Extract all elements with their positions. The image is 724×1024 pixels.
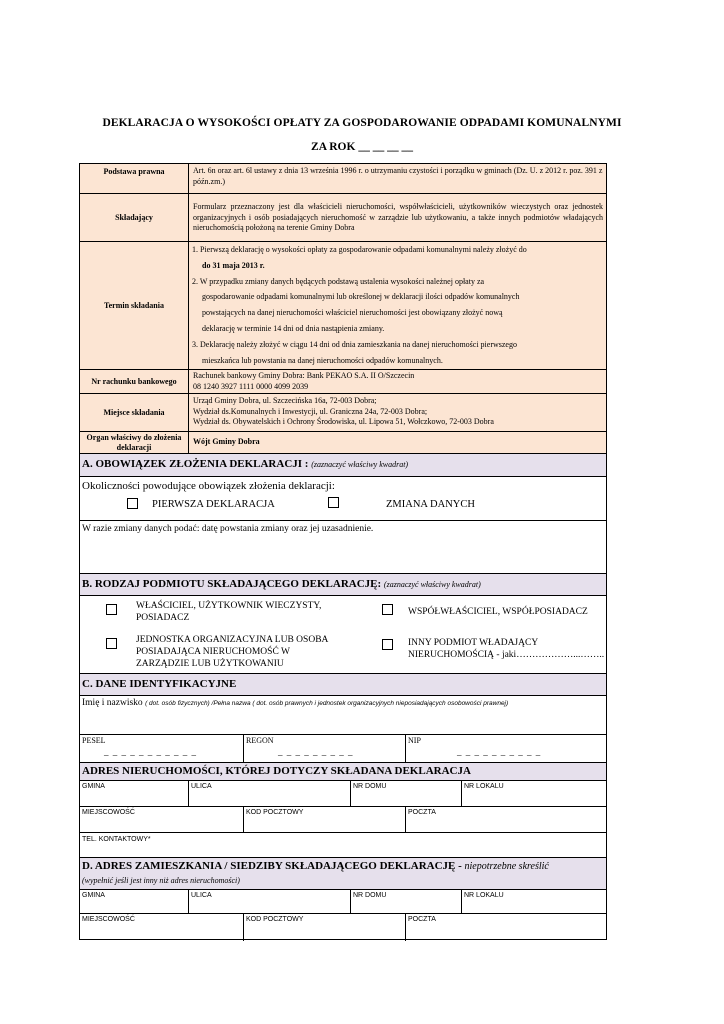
section-c-title: C. DANE IDENTYFIKACYJNE [82,678,237,690]
section-d-hint: (wypełnić jeśli jest inny niż adres nieruchomości) [82,876,240,885]
legal-basis-text: Art. 6n oraz art. 6l ustawy z dnia 13 września 1996 r. o utrzymaniu czystości i porządku w gminach (Dz. U. z 2012 r. poz. 391 z późn.zm.) [193,166,603,186]
residence-gmina-field[interactable]: GMINA [82,892,105,899]
place-line-2: Wydział ds.Komunalnych i Inwestycji, ul. Graniczna 24a, 72-003 Dobra; [193,406,428,416]
name-label: Imię i nazwisko ( dot. osób fizycznych) /Pełna nazwa ( dot. osób prawnych i jednostek organizacyjnych nieposiadających osobowości prawnej) [82,698,509,708]
owner-label: WŁAŚCICIEL, UŻYTKOWNIK WIECZYSTY, POSIADACZ [136,601,322,623]
nip-field[interactable]: _ _ _ _ _ _ _ _ _ _ [457,747,542,757]
section-b-title: B. RODZAJ PODMIOTU SKŁADAJĄCEGO DEKLARACJĘ: (zaznaczyć właściwy kwadrat) [82,578,481,590]
authority-row [80,431,606,453]
section-d-title: D. ADRES ZAMIESZKANIA / SIEDZIBY SKŁADAJĄCEGO DEKLARACJĘ - niepotrzebne skreślić [82,860,549,872]
regon-field[interactable]: _ _ _ _ _ _ _ _ _ [278,747,354,757]
submitter-label: Składający [80,194,189,241]
section-a-header [80,453,606,476]
circumstances-label: Okoliczności powodujące obowiązek złożenia deklaracji: [82,480,335,492]
phone-field[interactable]: TEL. KONTAKTOWY* [82,836,151,843]
form-title: DEKLARACJA O WYSOKOŚCI OPŁATY ZA GOSPODAROWANIE ODPADAMI KOMUNALNYMI [102,117,622,129]
declaration-form [79,163,607,940]
deadline-line-3: 2. W przypadku zmiany danych będących podstawą ustalenia wysokości należnej opłaty za [192,277,485,286]
nip-label: NIP [408,736,421,745]
name-field[interactable] [80,695,606,734]
property-postal-code-field[interactable]: KOD POCZTOWY [246,809,304,816]
id-numbers-row [80,734,606,762]
bank-name: Rachunek bankowy Gminy Dobra: Bank PEKAO S.A. II O/Szczecin [193,371,415,380]
place-text [190,394,606,431]
first-declaration-checkbox[interactable] [127,498,138,509]
other-entity-label: INNY PODMIOT WŁADAJĄCY NIERUCHOMOŚCIĄ - jaki………………...…….. [408,638,605,660]
residence-post-office-field[interactable]: POCZTA [408,916,436,923]
change-reason-label: W razie zmiany danych podać: datę powstania zmiany oraz jej uzasadnienie. [82,524,374,534]
year-line: ZA ROK __ __ __ __ [311,141,413,153]
residence-postal-code-field[interactable]: KOD POCZTOWY [246,916,304,923]
legal-basis-row [80,164,606,193]
bank-account-text [190,370,606,393]
place-line-3: Wydział ds. Obywatelskich i Ochrony Środowiska, ul. Lipowa 51, Wołczkowo, 72-003 Dobra [193,417,494,426]
co-owner-checkbox[interactable] [382,604,393,615]
bank-account-number: 08 1240 3927 1111 0000 4099 2039 [193,381,309,391]
other-entity-checkbox[interactable] [382,639,393,650]
pesel-label: PESEL [82,736,106,745]
deadline-line-6: deklarację w terminie 14 dni od dnia nastąpienia zmiany. [202,324,385,333]
deadline-row [80,241,606,369]
section-b-header [80,573,606,595]
first-declaration-label: PIERWSZA DEKLARACJA [152,499,275,510]
deadline-line-4: gospodarowanie odpadami komunalnymi lub określonej w deklaracji ilości odpadów komunalnych [202,292,520,301]
property-gmina-field[interactable]: GMINA [82,783,105,790]
residence-address-row-1 [80,889,606,913]
property-address-title: ADRES NIERUCHOMOŚCI, KTÓREJ DOTYCZY SKŁADANA DEKLARACJA [82,765,471,777]
property-apartment-number-field[interactable]: NR LOKALU [464,783,504,790]
authority-label: Organ właściwy do złożenia deklaracji [80,432,189,453]
data-change-checkbox[interactable] [328,497,339,508]
regon-label: REGON [246,736,274,745]
residence-street-field[interactable]: ULICA [191,892,212,899]
section-b-options [80,595,606,673]
residence-locality-field[interactable]: MIEJSCOWOŚĆ [82,916,135,923]
owner-checkbox[interactable] [106,604,117,615]
section-a-title: A. OBOWIĄZEK ZŁOŻENIA DEKLARACJI : (zaznaczyć właściwy kwadrat) [82,458,409,470]
organization-label: JEDNOSTKA ORGANIZACYJNA LUB OSOBA POSIADAJĄCA NIERUCHOMOŚĆ W ZARZĄDZIE LUB UŻYTKOWANIU [136,635,329,669]
section-d-header [80,857,606,889]
deadline-line-7: 3. Deklarację należy złożyć w ciągu 14 dni od dnia zamieszkania na danej nieruchomości pierwszego [192,340,517,349]
phone-row [80,832,606,857]
residence-address-row-2 [80,913,606,941]
bank-account-label: Nr rachunku bankowego [80,370,189,393]
property-house-number-field[interactable]: NR DOMU [353,783,387,790]
residence-apartment-number-field[interactable]: NR LOKALU [464,892,504,899]
deadline-line-1: 1. Pierwszą deklarację o wysokości opłaty za gospodarowanie odpadami komunalnymi należy złożyć do [192,245,527,254]
authority-text: Wójt Gminy Dobra [193,437,260,446]
change-reason-field[interactable] [80,520,606,573]
legal-basis-label: Podstawa prawna [80,164,189,193]
submitter-text: Formularz przeznaczony jest dla właścicieli nieruchomości, współwłaścicieli, użytkowników wieczystych oraz jednostek organizacyjnych i osób posiadających nieruchomość w zarządzie lub użytkowaniu, a także innych podmiotów władających nieruchomością położoną na terenie Gminy Dobra [193,202,603,232]
deadline-date: do 31 maja 2013 r. [202,261,265,270]
pesel-field[interactable]: _ _ _ _ _ _ _ _ _ _ _ [104,747,197,757]
residence-house-number-field[interactable]: NR DOMU [353,892,387,899]
deadline-text [190,242,606,369]
deadline-label: Termin składania [80,242,189,369]
deadline-line-5: powstających na danej nieruchomości właściciel nieruchomości jest obowiązany złożyć nową [202,308,503,317]
submitter-row [80,193,606,241]
property-locality-field[interactable]: MIEJSCOWOŚĆ [82,809,135,816]
property-address-header [80,762,606,780]
place-label: Miejsce składania [80,394,189,431]
place-line-1: Urząd Gminy Dobra, ul. Szczecińska 16a, 72-003 Dobra; [193,396,377,405]
bank-account-row [80,369,606,393]
property-street-field[interactable]: ULICA [191,783,212,790]
co-owner-label: WSPÓŁWŁAŚCICIEL, WSPÓŁPOSIADACZ [408,607,588,617]
data-change-label: ZMIANA DANYCH [386,499,475,510]
section-c-header [80,673,606,695]
deadline-line-8: mieszkańca lub powstania na danej nieruchomości odpadów komunalnych. [202,356,443,365]
organization-checkbox[interactable] [106,638,117,649]
property-post-office-field[interactable]: POCZTA [408,809,436,816]
section-a-options [80,476,606,520]
property-address-row-2 [80,806,606,832]
property-address-row-1 [80,780,606,806]
place-row [80,393,606,431]
